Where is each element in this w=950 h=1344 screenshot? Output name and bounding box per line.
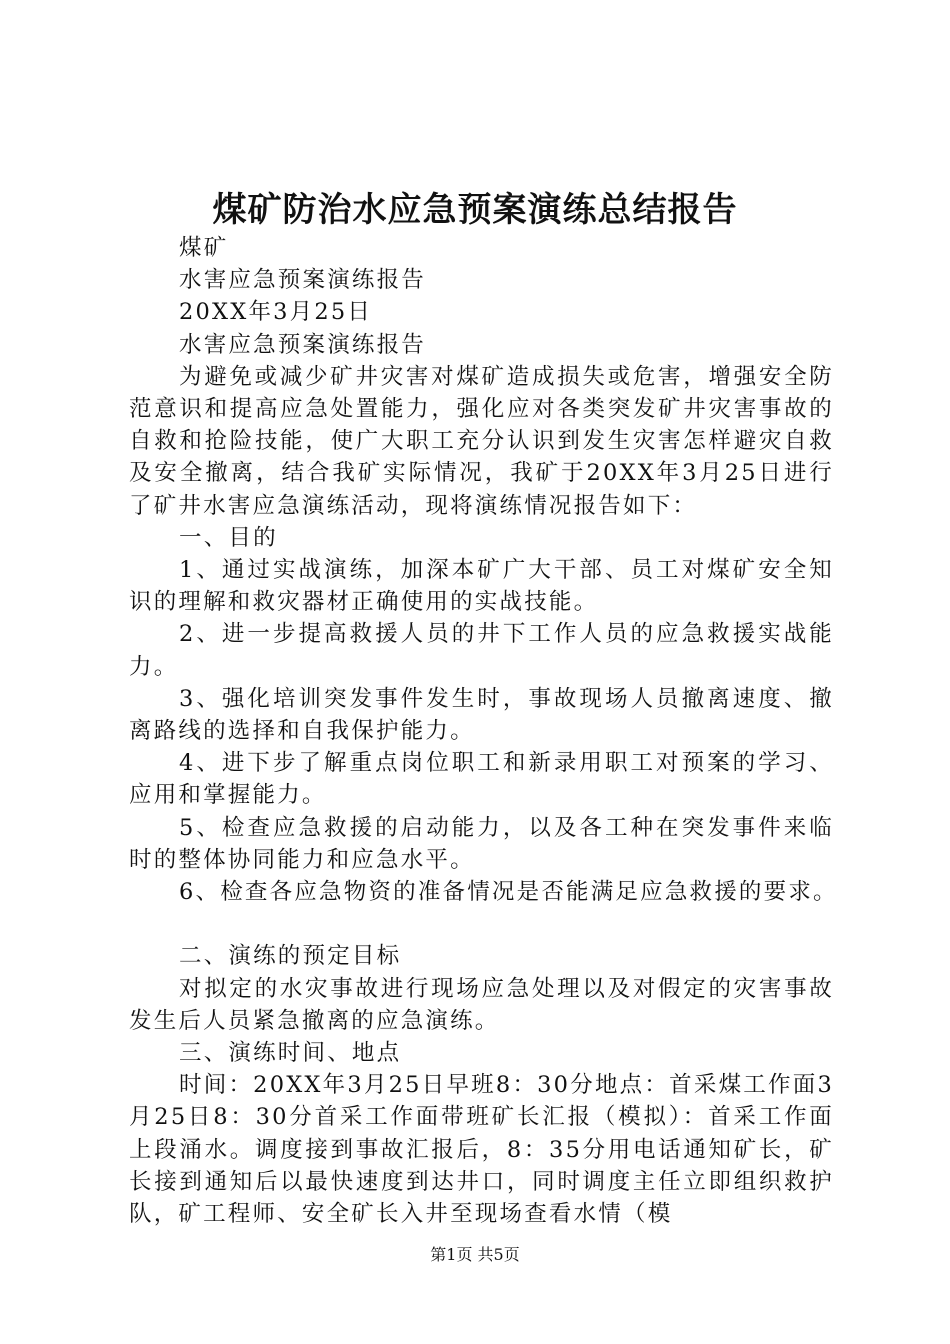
paragraph-goals: 对拟定的水灾事故进行现场应急处理以及对假定的灾害事故发生后人员紧急撤离的应急演练。 (129, 975, 834, 1034)
section-heading-purpose: 一、目的 (179, 524, 278, 551)
paragraph-introduction: 为避免或减少矿井灾害对煤矿造成损失或危害，增强安全防范意识和提高应急处置能力，强化应对各类突发矿井灾害事故的自救和抢险技能，使广大职工充分认识到发生灾害怎样避灾自救及安全撤离，结合我矿实际情况，我矿于20XX年3月25日进行了矿井水害应急演练活动，现将演练情况报告如下： (129, 363, 834, 519)
document-body (129, 232, 838, 1230)
section-heading-goals: 二、演练的预定目标 (179, 943, 402, 970)
purpose-item-2: 2、进一步提高救援人员的井下工作人员的应急救援实战能力。 (129, 621, 834, 680)
paragraph-report-date: 20XX年3月25日 (179, 299, 373, 326)
paragraph-report-name: 水害应急预案演练报告 (179, 267, 427, 294)
purpose-item-3: 3、强化培训突发事件发生时，事故现场人员撤离速度、撤离路线的选择和自我保护能力。 (129, 685, 834, 745)
paragraph-time-place: 时间：20XX年3月25日早班8：30分地点：首采煤工作面3月25日8：30分首采工作面带班矿长汇报（模拟）：首采工作面上段涌水。调度接到事故汇报后，8：35分用电话通知矿长，矿长接到通知后以最快速度到达井口，同时调度主任立即组织救护队，矿工程师、安全矿长入井至现场查看水情（模 (129, 1072, 834, 1228)
page-number-footer: 第1页 共5页 (430, 1245, 520, 1264)
blank-line (129, 908, 834, 940)
purpose-item-1: 1、通过实战演练，加深本矿广大干部、员工对煤矿安全知识的理解和救灾器材正确使用的实战技能。 (129, 557, 834, 616)
document-title: 煤矿防治水应急预案演练总结报告 (212, 190, 738, 230)
section-heading-time-place: 三、演练时间、地点 (179, 1040, 402, 1067)
purpose-item-6: 6、检查各应急物资的准备情况是否能满足应急救援的要求。 (179, 879, 838, 906)
purpose-item-5: 5、检查应急救援的启动能力，以及各工种在突发事件来临时的整体协同能力和应急水平。 (129, 814, 834, 873)
purpose-item-4: 4、进下步了解重点岗位职工和新录用职工对预案的学习、应用和掌握能力。 (129, 750, 834, 809)
paragraph-report-heading: 水害应急预案演练报告 (179, 331, 427, 358)
paragraph-mine-name: 煤矿 (179, 235, 229, 261)
